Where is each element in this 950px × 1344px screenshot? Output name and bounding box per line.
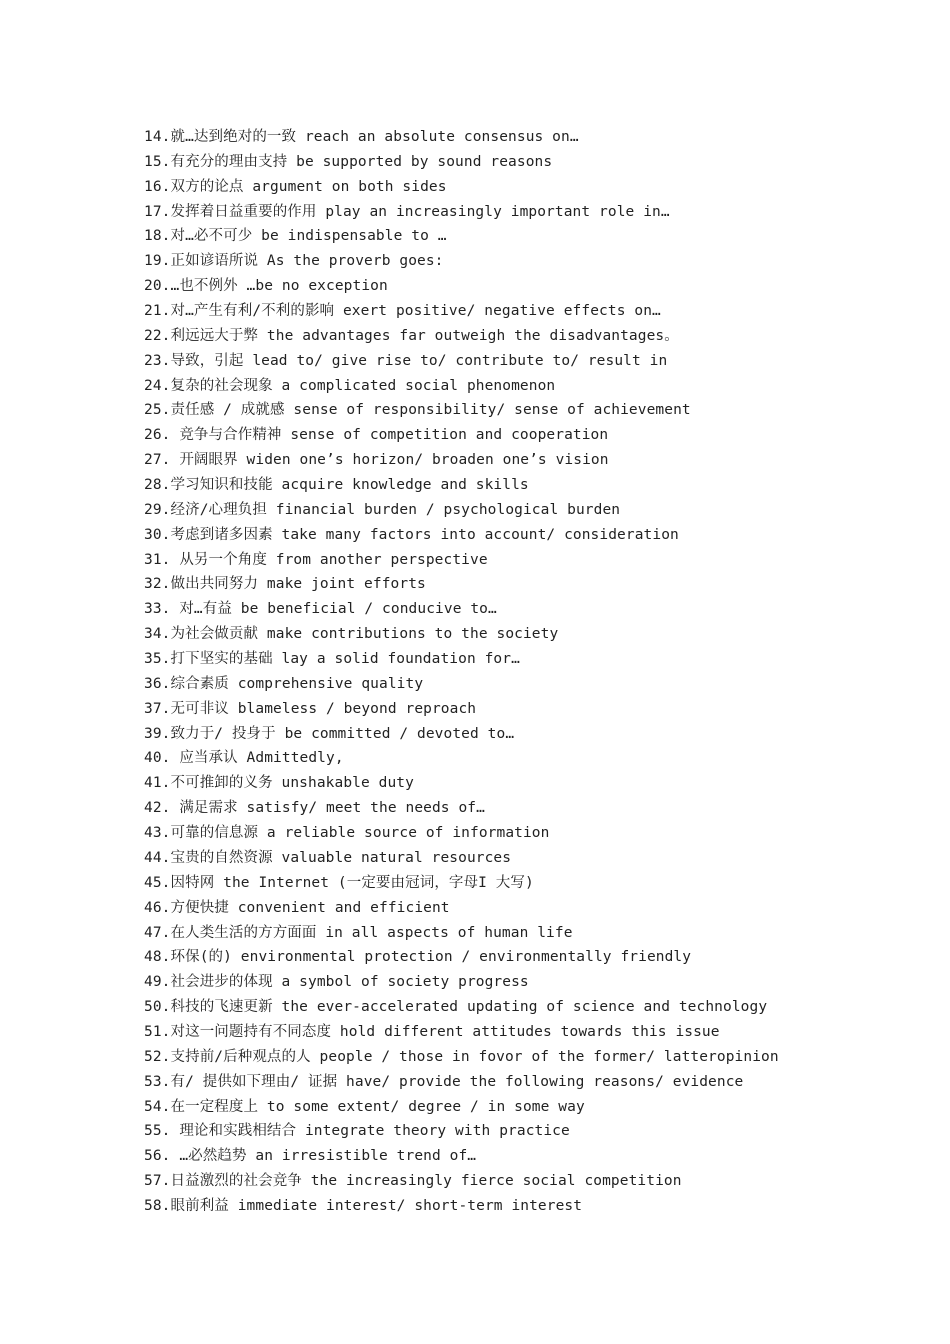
phrase-line: 39.致力于/ 投身于 be committed / devoted to… [144, 725, 515, 742]
phrase-line: 43.可靠的信息源 a reliable source of information [144, 825, 550, 842]
phrase-line: 51.对这一问题持有不同态度 hold different attitudes towards this issue [144, 1023, 720, 1040]
phrase-line: 35.打下坚实的基础 lay a solid foundation for… [144, 651, 520, 668]
phrase-line: 44.宝贵的自然资源 valuable natural resources [144, 849, 512, 866]
phrase-line: 58.眼前利益 immediate interest/ short-term interest [144, 1197, 583, 1214]
phrase-line: 21.对…产生有利/不利的影响 exert positive/ negative effects on… [144, 303, 661, 320]
phrase-line: 37.无可非议 blameless / beyond reproach [144, 700, 477, 717]
phrase-line: 30.考虑到诸多因素 take many factors into account/ consideration [144, 526, 679, 543]
phrase-line: 20.…也不例外 …be no exception [144, 278, 388, 295]
phrase-line: 26. 竞争与合作精神 sense of competition and cooperation [144, 427, 609, 444]
phrase-line: 25.责任感 / 成就感 sense of responsibility/ sense of achievement [144, 402, 691, 419]
phrase-line: 19.正如谚语所说 As the proverb goes: [144, 253, 444, 270]
phrase-line: 55. 理论和实践相结合 integrate theory with practice [144, 1123, 570, 1140]
phrase-line: 42. 满足需求 satisfy/ meet the needs of… [144, 800, 485, 817]
phrase-line: 16.双方的论点 argument on both sides [144, 178, 447, 195]
phrase-line: 48.环保(的) environmental protection / environmentally friendly [144, 949, 692, 966]
phrase-line: 52.支持前/后种观点的人 people / those in fovor of the former/ latteropinion [144, 1048, 779, 1065]
phrase-line: 18.对…必不可少 be indispensable to … [144, 228, 447, 245]
phrase-line: 17.发挥着日益重要的作用 play an increasingly important role in… [144, 203, 670, 220]
phrase-line: 14.就…达到绝对的一致 reach an absolute consensus on… [144, 129, 579, 145]
phrase-list [144, 125, 924, 1219]
phrase-line: 40. 应当承认 Admittedly, [144, 750, 344, 767]
phrase-line: 50.科技的飞速更新 the ever-accelerated updating of science and technology [144, 999, 768, 1016]
phrase-line: 33. 对…有益 be beneficial / conducive to… [144, 601, 497, 618]
phrase-line: 53.有/ 提供如下理由/ 证据 have/ provide the following reasons/ evidence [144, 1073, 744, 1090]
phrase-line: 32.做出共同努力 make joint efforts [144, 576, 426, 593]
phrase-line: 45.因特网 the Internet (一定要由冠词，字母I 大写) [144, 874, 534, 891]
phrase-line: 54.在一定程度上 to some extent/ degree / in some way [144, 1098, 585, 1115]
phrase-line: 24.复杂的社会现象 a complicated social phenomenon [144, 377, 556, 394]
phrase-line: 57.日益激烈的社会竞争 the increasingly fierce social competition [144, 1173, 682, 1190]
phrase-line: 46.方便快捷 convenient and efficient [144, 899, 450, 916]
phrase-line: 36.综合素质 comprehensive quality [144, 675, 424, 692]
phrase-line: 31. 从另一个角度 from another perspective [144, 551, 488, 568]
phrase-line: 49.社会进步的体现 a symbol of society progress [144, 974, 529, 991]
phrase-line: 41.不可推卸的义务 unshakable duty [144, 775, 414, 792]
phrase-line: 22.利远远大于弊 the advantages far outweigh the disadvantages。 [144, 327, 679, 344]
phrase-line: 34.为社会做贡献 make contributions to the society [144, 626, 559, 643]
phrase-line: 28.学习知识和技能 acquire knowledge and skills [144, 477, 529, 494]
phrase-line: 56. …必然趋势 an irresistible trend of… [144, 1148, 477, 1165]
phrase-line: 29.经济/心理负担 financial burden / psychological burden [144, 501, 621, 518]
phrase-line: 23.导致，引起 lead to/ give rise to/ contribute to/ result in [144, 352, 668, 369]
phrase-line: 15.有充分的理由支持 be supported by sound reasons [144, 153, 553, 170]
phrase-line: 47.在人类生活的方方面面 in all aspects of human life [144, 924, 573, 941]
phrase-line: 27. 开阔眼界 widen one’s horizon/ broaden one’s vision [144, 452, 609, 469]
